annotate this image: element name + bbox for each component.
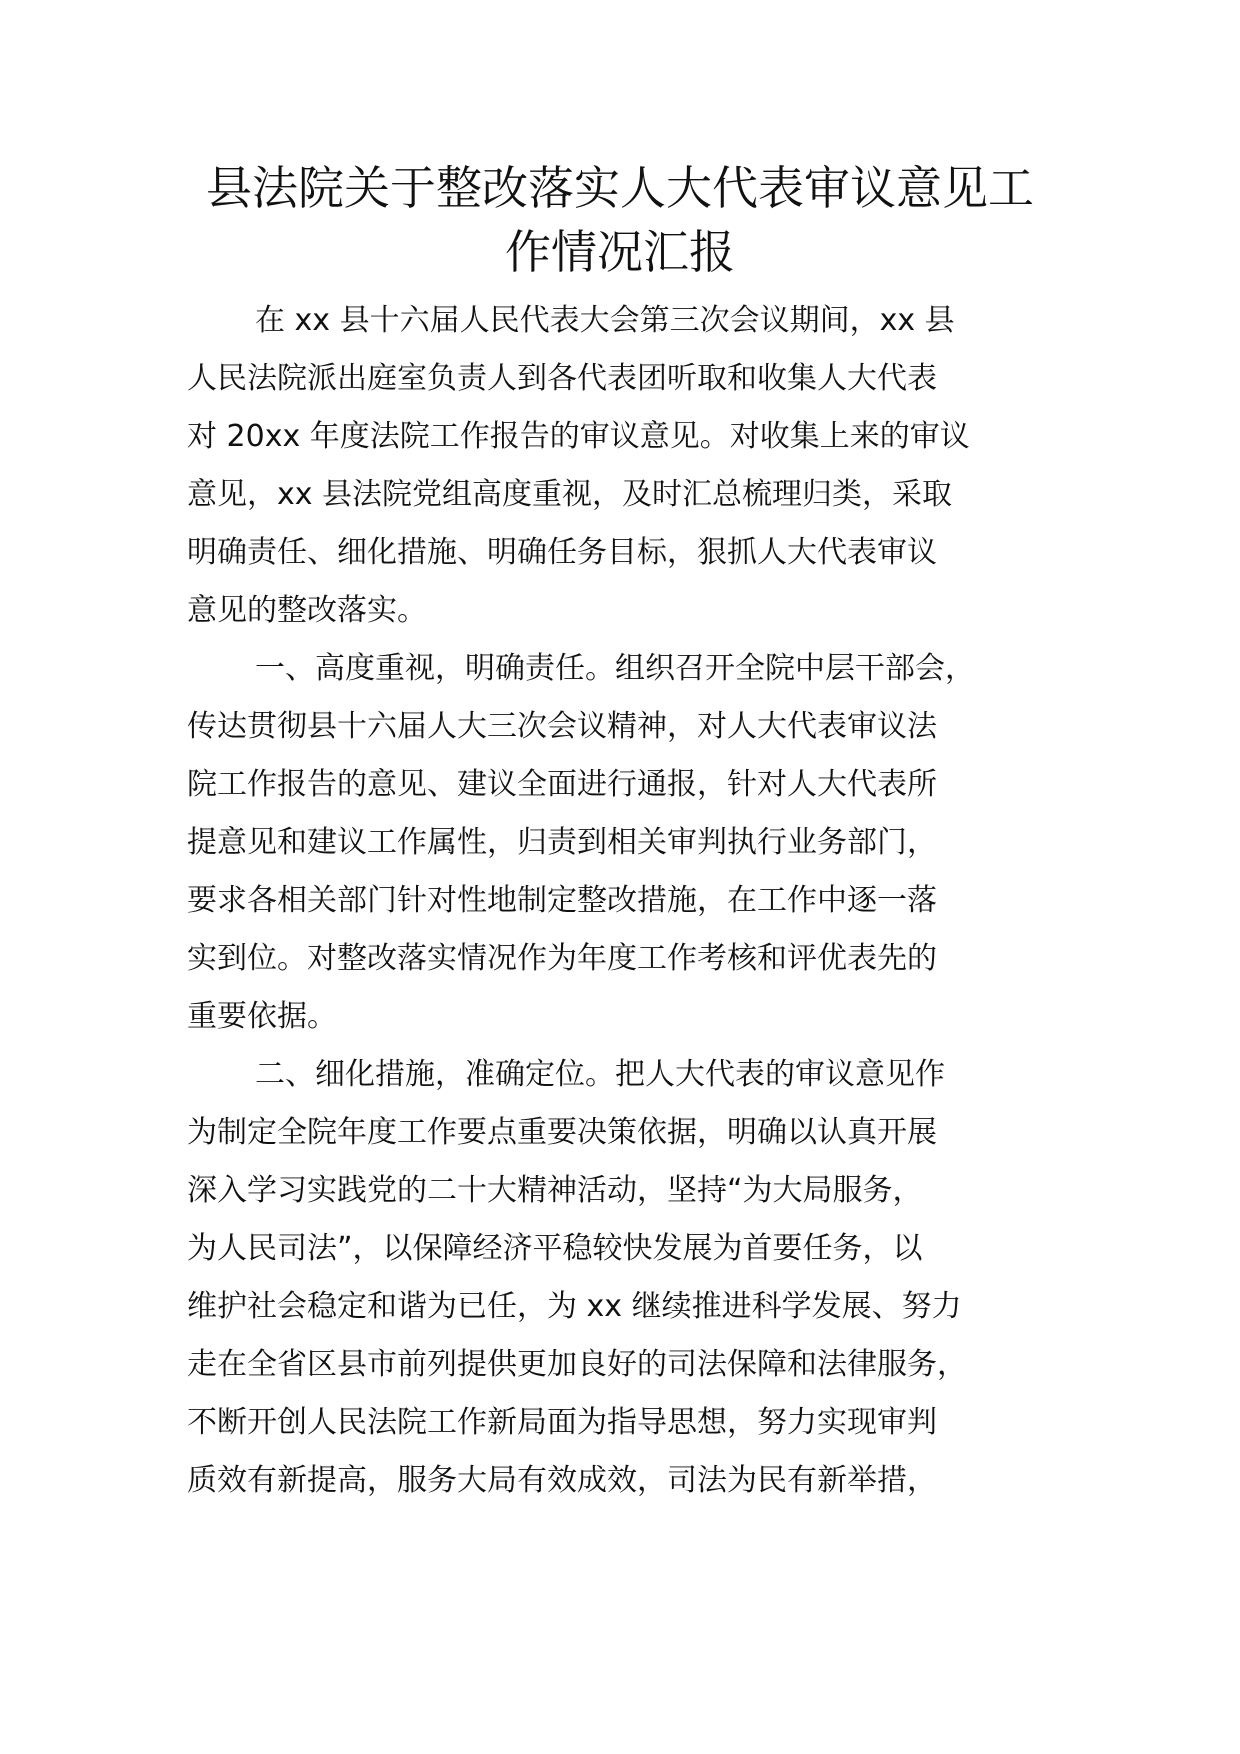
text-line: 传达贯彻县十六届人大三次会议精神，对人大代表审议法 [187,709,937,744]
text-line: 实到位。对整改落实情况作为年度工作考核和评优表先的 [187,941,937,976]
text-line: 要求各相关部门针对性地制定整改措施，在工作中逐一落 [187,883,937,918]
text-line: 维护社会稳定和谐为已任，为 xx 继续推进科学发展、努力 [187,1289,962,1324]
text-line: 院工作报告的意见、建议全面进行通报，针对人大代表所 [187,767,937,802]
text-line: 提意见和建议工作属性，归责到相关审判执行业务部门， [187,825,937,860]
text-line: 为制定全院年度工作要点重要决策依据，明确以认真开展 [187,1115,937,1150]
paragraph-section-1 [187,640,1067,1046]
text-line: 在 xx 县十六届人民代表大会第三次会议期间，xx 县 [255,303,955,338]
paragraph-section-2 [187,1046,1067,1510]
text-line: 二、细化措施，准确定位。把人大代表的审议意见作 [255,1057,945,1092]
text-line: 意见，xx 县法院党组高度重视，及时汇总梳理归类，采取 [187,477,953,512]
text-line: 走在全省区县市前列提供更加良好的司法保障和法律服务， [187,1347,967,1382]
text-line: 对 20xx 年度法院工作报告的审议意见。对收集上来的审议 [187,419,970,454]
text-line: 不断开创人民法院工作新局面为指导思想，努力实现审判 [187,1405,937,1440]
title-line-2: 作情况汇报 [505,225,735,279]
text-line: 一、高度重视，明确责任。组织召开全院中层干部会， [255,651,975,686]
document-title [180,156,1060,284]
title-line-1: 县法院关于整改落实人大代表审议意见工 [206,161,1034,215]
text-line: 意见的整改落实。 [187,593,427,628]
text-line: 质效有新提高，服务大局有效成效，司法为民有新举措， [187,1463,937,1498]
paragraph-intro [187,292,1067,640]
text-line: 人民法院派出庭室负责人到各代表团听取和收集人大代表 [187,361,937,396]
document-body [187,292,1067,1510]
text-line: 明确责任、细化措施、明确任务目标，狠抓人大代表审议 [187,535,937,570]
text-line: 深入学习实践党的二十大精神活动，坚持“为大局服务， [187,1173,923,1208]
text-line: 重要依据。 [187,999,337,1034]
text-line: 为人民司法”，以保障经济平稳较快发展为首要任务，以 [187,1231,923,1266]
